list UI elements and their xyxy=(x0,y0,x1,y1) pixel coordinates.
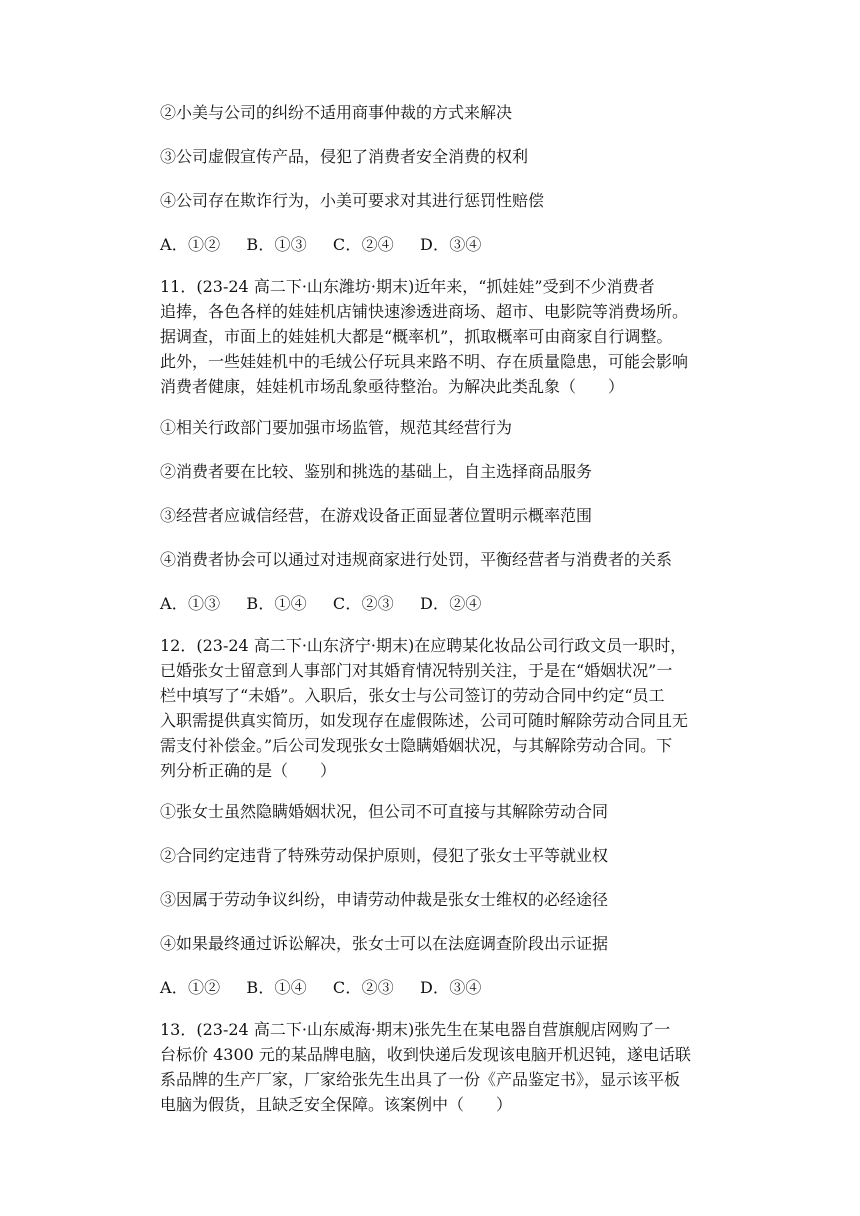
stem-line: 栏中填写了“未婚”。入职后，张女士与公司签订的劳动合同中约定“员工 xyxy=(160,686,665,705)
option-line: ①张女士虽然隐瞒婚姻状况，但公司不可直接与其解除劳动合同 xyxy=(160,802,609,821)
question-10-tail xyxy=(160,98,730,260)
stem-line: 系品牌的生产厂家，厂家给张先生出具了一份《产品鉴定书》，显示该平板 xyxy=(160,1070,681,1089)
stem-line: 此外，一些娃娃机中的毛绒公仔玩具来路不明、存在质量隐患，可能会影响 xyxy=(160,352,689,371)
stem-line: 入职需提供真实简历，如发现存在虚假陈述，公司可随时解除劳动合同且无 xyxy=(160,711,689,730)
question-12 xyxy=(160,633,730,1003)
stem-line: 消费者健康，娃娃机市场乱象亟待整治。为解决此类乱象（ ） xyxy=(160,377,625,396)
answer-a: A．①② xyxy=(160,978,221,997)
stem-line: 需支付补偿金。”后公司发现张女士隐瞒婚姻状况，与其解除劳动合同。下 xyxy=(160,736,673,755)
option-line: ②小美与公司的纠纷不适用商事仲裁的方式来解决 xyxy=(160,103,513,122)
stem-line: 13．(23-24 高二下·山东威海·期末)张先生在某电器自营旗舰店网购了一 xyxy=(160,1020,671,1039)
stem-line: 11．(23-24 高二下·山东潍坊·期末)近年来，“抓娃娃”受到不少消费者 xyxy=(160,277,655,296)
answer-d: D．③④ xyxy=(419,235,482,254)
option-line: ④公司存在欺诈行为，小美可要求对其进行惩罚性赔偿 xyxy=(160,191,545,210)
stem-line: 列分析正确的是（ ） xyxy=(160,761,337,780)
question-content xyxy=(160,98,730,1131)
option-line: ①相关行政部门要加强市场监管，规范其经营行为 xyxy=(160,418,513,437)
answer-c: C．②③ xyxy=(332,978,394,997)
answer-choices xyxy=(160,230,730,260)
option-line: ②消费者要在比较、鉴别和挑选的基础上，自主选择商品服务 xyxy=(160,462,593,481)
stem-line: 已婚张女士留意到人事部门对其婚育情况特别关注，于是在“婚姻状况”一 xyxy=(160,661,673,680)
stem-line: 电脑为假货，且缺乏安全保障。该案例中（ ） xyxy=(160,1095,513,1114)
option-line: ②合同约定违背了特殊劳动保护原则，侵犯了张女士平等就业权 xyxy=(160,846,609,865)
option-line: ④如果最终通过诉讼解决，张女士可以在法庭调查阶段出示证据 xyxy=(160,934,609,953)
answer-c: C．②③ xyxy=(332,594,394,613)
stem-line: 据调查，市面上的娃娃机大都是“概率机”，抓取概率可由商家自行调整。 xyxy=(160,327,673,346)
option-line: ④消费者协会可以通过对违规商家进行处罚，平衡经营者与消费者的关系 xyxy=(160,550,673,569)
answer-c: C．②④ xyxy=(332,235,394,254)
stem-line: 追捧，各色各样的娃娃机店铺快速渗透进商场、超市、电影院等消费场所。 xyxy=(160,302,689,321)
answer-d: D．③④ xyxy=(419,978,482,997)
question-stem xyxy=(160,274,730,399)
answer-b: B．①③ xyxy=(246,235,307,254)
question-11 xyxy=(160,274,730,619)
answer-a: A．①② xyxy=(160,235,221,254)
answer-b: B．①④ xyxy=(246,594,307,613)
stem-line: 12．(23-24 高二下·山东济宁·期末)在应聘某化妆品公司行政文员一职时， xyxy=(160,636,687,655)
answer-choices xyxy=(160,973,730,1003)
question-13 xyxy=(160,1017,730,1117)
option-line: ③公司虚假宣传产品，侵犯了消费者安全消费的权利 xyxy=(160,147,529,166)
answer-a: A．①③ xyxy=(160,594,221,613)
option-line: ③经营者应诚信经营，在游戏设备正面显著位置明示概率范围 xyxy=(160,506,593,525)
answer-d: D．②④ xyxy=(419,594,482,613)
answer-choices xyxy=(160,589,730,619)
question-stem xyxy=(160,1017,730,1117)
answer-b: B．①④ xyxy=(246,978,307,997)
question-stem xyxy=(160,633,730,783)
stem-line: 台标价 4300 元的某品牌电脑，收到快递后发现该电脑开机迟钝，遂电话联 xyxy=(160,1045,691,1064)
option-line: ③因属于劳动争议纠纷，申请劳动仲裁是张女士维权的必经途径 xyxy=(160,890,609,909)
